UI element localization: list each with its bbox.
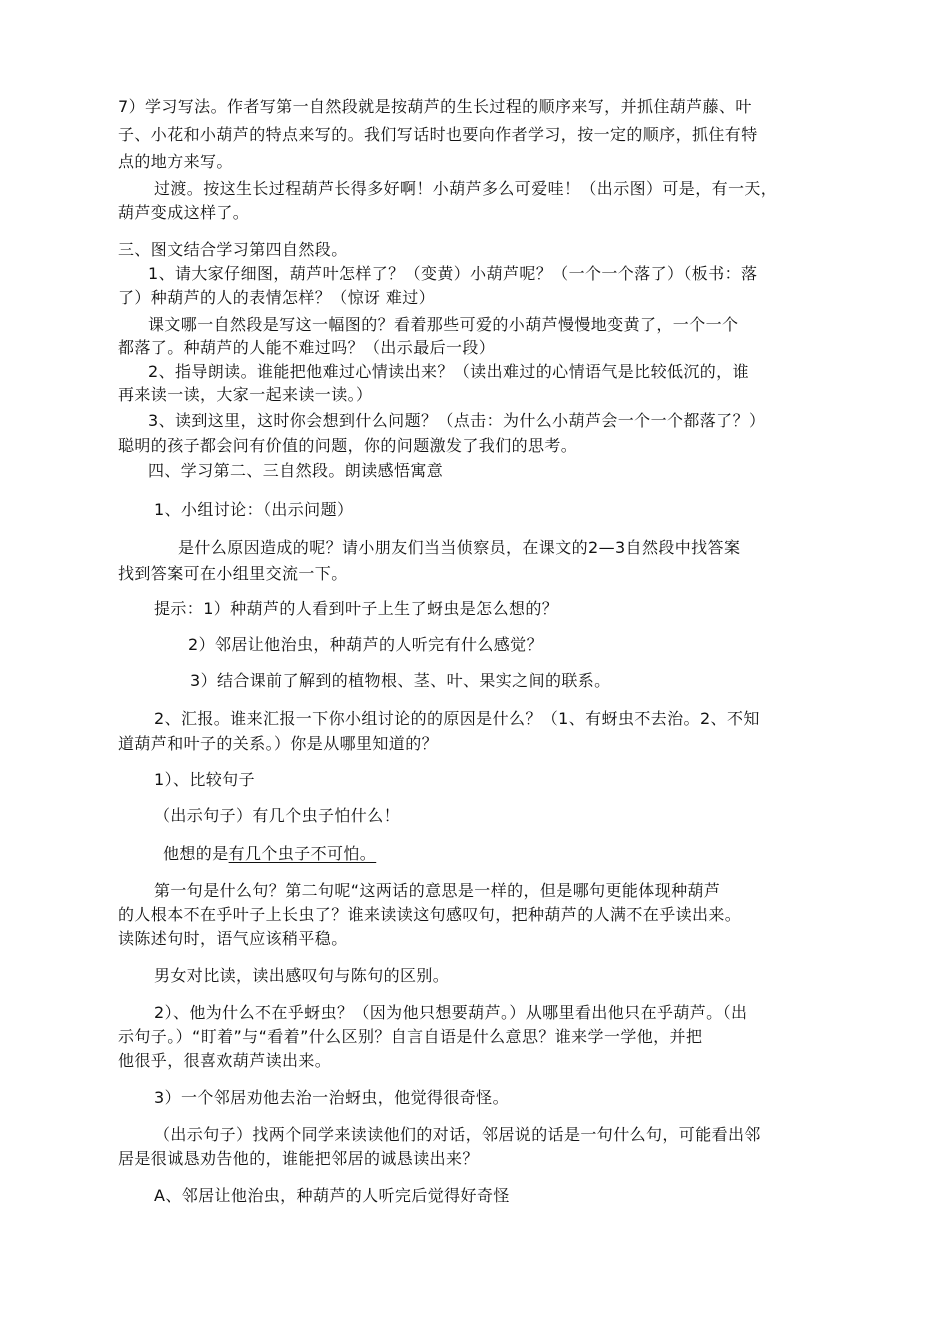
text-line: 聪明的孩子都会问有价值的问题，你的问题激发了我们的思考。 [118, 436, 578, 455]
text-line: 居是很诚恳劝告他的，谁能把邻居的诚恳读出来？ [118, 1149, 479, 1168]
text-line: 他很乎，很喜欢葫芦读出来。 [118, 1051, 332, 1070]
text-line: 2、指导朗读。谁能把他难过心情读出来？（读出难过的心情语气是比较低沉的，谁 [148, 362, 749, 381]
text-line: （出示句子）找两个同学来读读他们的对话，邻居说的话是一句什么句，可能看出邻 [154, 1125, 761, 1144]
text-line: 提示：1）种葫芦的人看到叶子上生了蚜虫是怎么想的？ [154, 599, 559, 618]
section-heading: 三、图文结合学习第四自然段。 [118, 240, 348, 259]
text-line: 男女对比读，读出感叹句与陈句的区别。 [154, 966, 450, 985]
text-line: 1）、比较句子 [154, 770, 255, 789]
text-line: 2、汇报。谁来汇报一下你小组讨论的的原因是什么？（1、有蚜虫不去治。2、不知 [154, 709, 760, 728]
text-line: 课文哪一自然段是写这一幅图的？看着那些可爱的小葫芦慢慢地变黄了，一个一个 [148, 315, 739, 334]
text-line: 2）邻居让他治虫，种葫芦的人听完有什么感觉？ [188, 635, 543, 654]
text-line: 7）学习写法。作者写第一自然段就是按葫芦的生长过程的顺序来写，并抓住葫芦藤、叶 [118, 97, 752, 116]
text-line: 的人根本不在乎叶子上长虫了？谁来读读这句感叹句，把种葫芦的人满不在乎读出来。 [118, 905, 742, 924]
text-line: 3）一个邻居劝他去治一治蚜虫，他觉得很奇怪。 [154, 1088, 509, 1107]
text-line [163, 843, 376, 865]
text-line: 找到答案可在小组里交流一下。 [118, 564, 348, 583]
text-line: （出示句子）有几个虫子怕什么！ [154, 806, 401, 825]
text-line: 读陈述句时，语气应该稍平稳。 [118, 929, 348, 948]
text-line: 3、读到这里，这时你会想到什么问题？（点击：为什么小葫芦会一个一个都落了？） [148, 411, 766, 430]
text-line: A、邻居让他治虫，种葫芦的人听完后觉得好奇怪 [154, 1186, 510, 1205]
text-segment: 他想的是 [163, 844, 229, 863]
text-line: 了）种葫芦的人的表情怎样？（惊讶 难过） [118, 288, 436, 307]
text-line: 示句子。）“盯着”与“看着”什么区别？自言自语是什么意思？谁来学一学他，并把 [118, 1027, 703, 1046]
text-line: 过渡。按这生长过程葫芦长得多好啊！小葫芦多么可爱哇！（出示图）可是，有一天， [154, 179, 778, 198]
text-line: 道葫芦和叶子的关系。）你是从哪里知道的？ [118, 734, 439, 753]
text-line: 1、小组讨论：（出示问题） [154, 500, 354, 519]
text-line: 第一句是什么句？第二句呢“这两话的意思是一样的，但是哪句更能体现种葫芦 [154, 881, 721, 900]
text-line: 都落了。种葫芦的人能不难过吗？（出示最后一段） [118, 338, 496, 357]
section-heading: 四、学习第二、三自然段。朗读感悟寓意 [148, 461, 444, 480]
text-line: 子、小花和小葫芦的特点来写的。我们写话时也要向作者学习，按一定的顺序，抓住有特 [118, 125, 758, 144]
text-line: 1、请大家仔细图，葫芦叶怎样了？（变黄）小葫芦呢？（一个一个落了）（板书：落 [148, 264, 758, 283]
text-line: 2）、他为什么不在乎蚜虫？（因为他只想要葫芦。）从哪里看出他只在乎葫芦。（出 [154, 1003, 748, 1022]
text-line: 葫芦变成这样了。 [118, 203, 250, 222]
text-line: 是什么原因造成的呢？请小朋友们当当侦察员，在课文的2—3自然段中找答案 [178, 538, 741, 557]
text-line: 点的地方来写。 [118, 152, 233, 171]
text-line: 再来读一读，大家一起来读一读。） [118, 385, 373, 404]
underlined-sentence: 有几个虫子不可怕。 [228, 844, 377, 863]
text-line: 3）结合课前了解到的植物根、茎、叶、果实之间的联系。 [190, 671, 611, 690]
